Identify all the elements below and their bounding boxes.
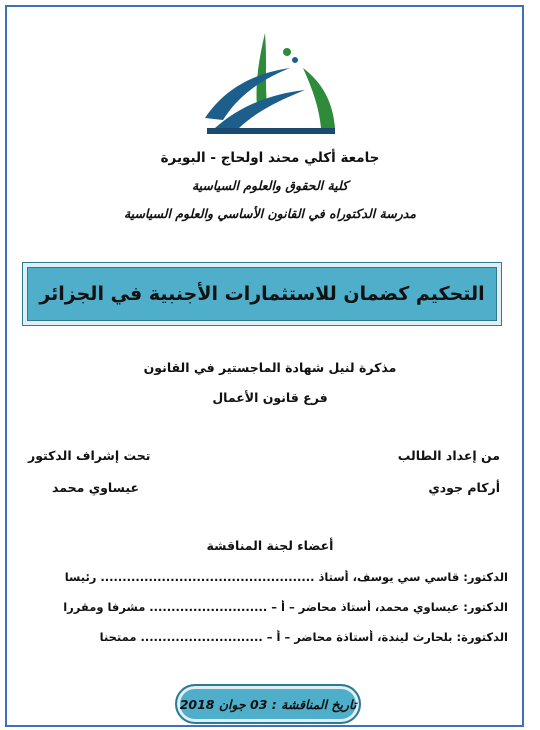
title-box <box>22 262 502 326</box>
committee-title: أعضاء لجنة المناقشة <box>206 538 334 553</box>
committee-member-2: الدكتور: عيساوي محمد، أستاذ محاضر – أ – ........................... مشرفا ومقررا <box>63 600 508 614</box>
defense-date: تاريخ المناقشة : 03 جوان 2018 <box>179 696 357 712</box>
university-name: جامعة أكلي محند اولحاج - البويرة <box>160 150 380 166</box>
student-name: أركام جودي <box>428 480 500 495</box>
student-label: من إعداد الطالب <box>397 448 500 463</box>
supervisor-label: تحت إشراف الدكتور <box>28 448 151 463</box>
faculty-name: كلية الحقوق والعلوم السياسية <box>191 178 349 193</box>
committee-member-1: الدكتور: قاسي سي يوسف، أستاذ ................................................. رئيسا <box>64 570 508 584</box>
doctoral-school-name: مدرسة الدكتوراه في القانون الأساسي والعلوم السياسية <box>123 206 416 221</box>
supervisor-name: عيساوي محمد <box>52 480 139 495</box>
university-logo <box>195 28 345 138</box>
thesis-title: التحكيم كضمان للاستثمارات الأجنبية في الجزائر <box>39 283 485 305</box>
defense-date-badge <box>175 684 361 724</box>
memo-purpose: مذكرة لنيل شهادة الماجستير في القانون <box>143 360 397 375</box>
committee-member-3: الدكتورة: بلحارث ليندة، أستاذة محاضر – أ – ............................ ممتحنا <box>99 630 508 644</box>
memo-branch: فرع قانون الأعمال <box>212 390 328 405</box>
